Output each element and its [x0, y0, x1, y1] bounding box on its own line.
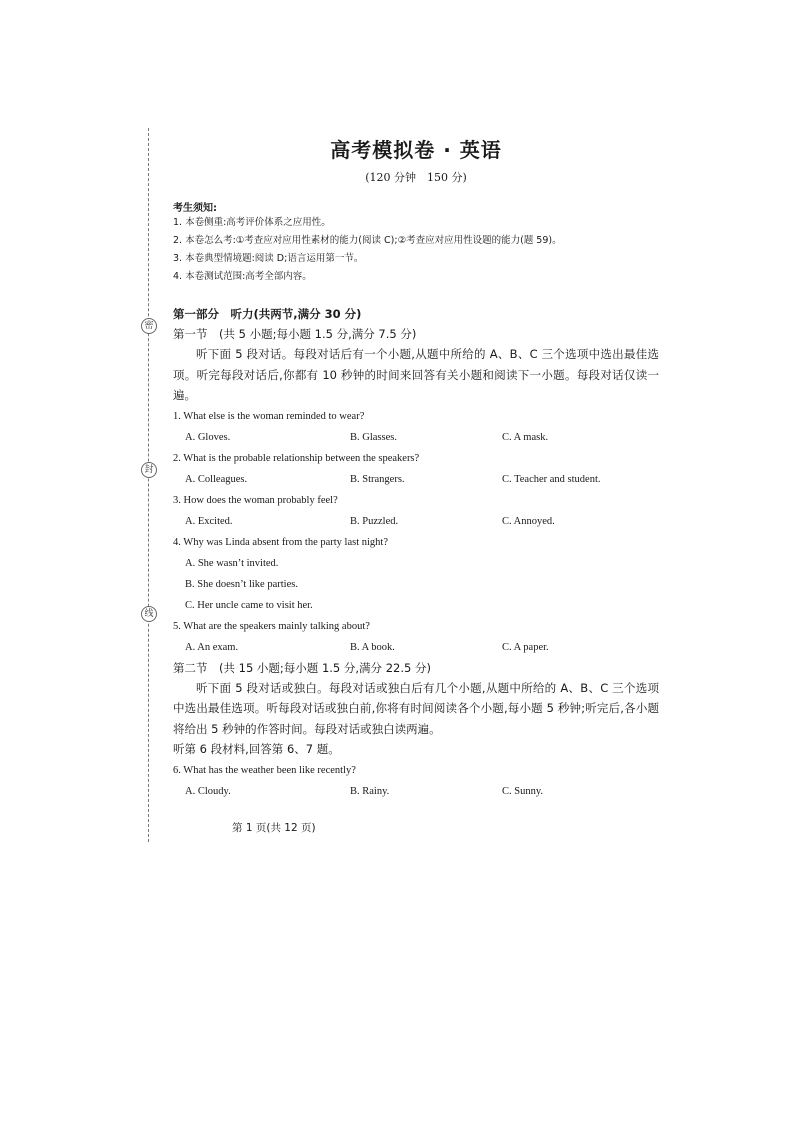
option-a: A. Excited. — [185, 515, 233, 527]
question-options — [173, 469, 659, 490]
question-1 — [173, 406, 659, 448]
option-b: B. Glasses. — [350, 431, 397, 443]
question-3 — [173, 490, 659, 532]
option-b: B. She doesn’t like parties. — [185, 578, 298, 590]
notice-block — [173, 199, 659, 286]
question-options — [173, 637, 659, 658]
option-a: A. Colleagues. — [185, 473, 248, 485]
exam-duration-score: (120 分钟 150 分) — [365, 171, 467, 184]
question-options — [173, 427, 659, 448]
binding-mark-mi: 密 — [141, 318, 157, 334]
material-note: 听第 6 段材料,回答第 6、7 题。 — [173, 742, 340, 756]
option-a: A. An exam. — [185, 641, 239, 653]
option-c: C. Teacher and student. — [502, 473, 601, 485]
notice-item: 3. 本卷典型情境题:阅读 D;语言运用第一节。 — [173, 253, 364, 264]
question-5 — [173, 616, 659, 658]
question-stem: 6. What has the weather been like recently? — [173, 764, 356, 776]
question-stem: 1. What else is the woman reminded to wear? — [173, 410, 365, 422]
option-c: C. Her uncle came to visit her. — [185, 599, 313, 611]
question-6 — [173, 760, 659, 802]
option-c: C. Annoyed. — [502, 515, 555, 527]
section2-instructions: 听下面 5 段对话或独白。每段对话或独白后有几个小题,从题中所给的 A、B、C 三个选项中选出最佳选项。听每段对话或独白前,你将有时间阅读各个小题,每小题 5 秒钟;听完后,各小题将给出 5 秒钟的作答时间。每段对话或独白读两遍。 — [173, 680, 659, 736]
question-stem: 3. How does the woman probably feel? — [173, 494, 338, 506]
question-stem: 2. What is the probable relationship between the speakers? — [173, 452, 420, 464]
option-a: A. She wasn’t invited. — [185, 557, 279, 569]
option-b: B. A book. — [350, 641, 395, 653]
notice-item: 1. 本卷侧重:高考评价体系之应用性。 — [173, 217, 331, 228]
question-2 — [173, 448, 659, 490]
exam-title: 高考模拟卷 · 英语 — [330, 138, 502, 162]
section2-heading: 第二节 (共 15 小题;每小题 1.5 分,满分 22.5 分) — [173, 660, 431, 675]
option-c: C. A paper. — [502, 641, 549, 653]
notice-heading: 考生须知: — [173, 203, 217, 214]
question-options — [173, 511, 659, 532]
question-options — [173, 781, 659, 802]
binding-line — [148, 128, 149, 842]
notice-item: 2. 本卷怎么考:①考查应对应用性素材的能力(阅读 C);②考查应对应用性设题的能力(题 59)。 — [173, 235, 562, 246]
option-b: B. Puzzled. — [350, 515, 399, 527]
page-number: 第 1 页(共 12 页) — [232, 822, 316, 834]
question-stem: 5. What are the speakers mainly talking about? — [173, 620, 370, 632]
binding-mark-feng: 封 — [141, 462, 157, 478]
binding-mark-xian: 线 — [141, 606, 157, 622]
option-b: B. Strangers. — [350, 473, 405, 485]
question-stem: 4. Why was Linda absent from the party last night? — [173, 536, 389, 548]
part1-heading: 第一部分 听力(共两节,满分 30 分) — [173, 307, 362, 321]
exam-page — [173, 134, 659, 802]
option-c: C. A mask. — [502, 431, 549, 443]
option-a: A. Gloves. — [185, 431, 231, 443]
notice-item: 4. 本卷测试范围:高考全部内容。 — [173, 271, 312, 282]
option-b: B. Rainy. — [350, 785, 390, 797]
section1-instructions: 听下面 5 段对话。每段对话后有一个小题,从题中所给的 A、B、C 三个选项中选出最佳选项。听完每段对话后,你都有 10 秒钟的时间来回答有关小题和阅读下一小题。每段对话仅读一遍。 — [173, 347, 659, 402]
option-a: A. Cloudy. — [185, 785, 231, 797]
option-c: C. Sunny. — [502, 785, 544, 797]
question-4 — [173, 532, 659, 616]
section1-heading: 第一节 (共 5 小题;每小题 1.5 分,满分 7.5 分) — [173, 327, 417, 341]
